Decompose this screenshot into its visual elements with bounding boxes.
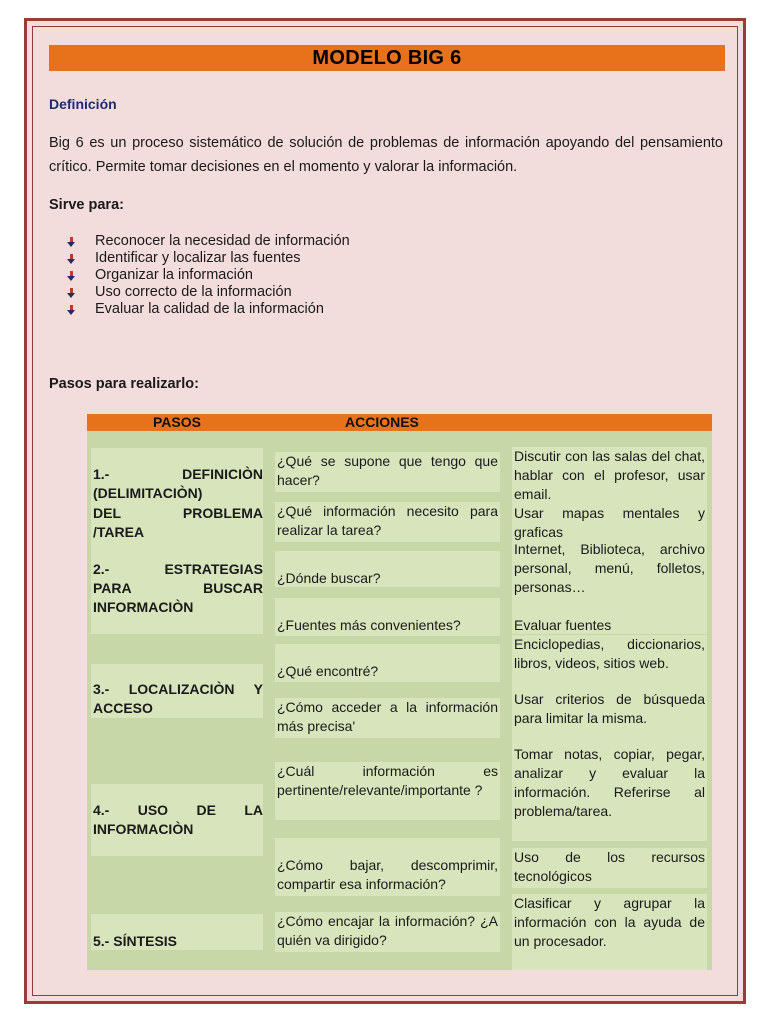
table-header [87,414,712,431]
question-cell: ¿Cuál información es pertinente/relevante/importante ? [275,762,500,820]
step-2-line-2: PARA BUSCAR [93,580,263,596]
list-item: Evaluar la calidad de la información [67,301,350,318]
question-cell: ¿Fuentes más convenientes? [275,598,500,636]
question-cell: ¿Qué información necesito para realizar la tarea? [275,502,500,542]
definition-heading: Definición [49,96,117,112]
action-cell: Usar criterios de búsqueda para limitar la misma. [512,690,707,748]
arrow-down-icon [67,288,77,298]
document-title: MODELO BIG 6 [49,45,725,71]
list-item: Identificar y localizar las fuentes [67,250,350,267]
question-cell: ¿Cómo bajar, descomprimir, compartir esa información? [275,838,500,896]
action-cell: Discutir con las salas del chat, hablar con el profesor, usar email. [512,447,707,505]
arrow-down-icon [67,271,77,281]
arrow-down-icon [67,305,77,315]
step-1-line-1: 1.- DEFINICIÒN [93,466,263,482]
question-cell: ¿Cómo encajar la información? ¿A quién va dirigido? [275,912,500,952]
step-2-line-1: 2.- ESTRATEGIAS [93,561,263,577]
question-cell: ¿Cómo acceder a la información más precisa' [275,698,500,738]
step-4-line-2: INFORMACIÒN [93,821,194,837]
step-1-line-4: /TAREA [93,524,145,540]
list-item: Organizar la información [67,267,350,284]
question-cell: ¿Qué encontré? [275,644,500,682]
step-3-line-2: ACCESO [93,700,153,716]
column-header-acciones: ACCIONES [345,414,419,430]
step-1-line-3: DEL PROBLEMA [93,505,263,521]
step-1-line-2: (DELIMITACIÒN) [93,485,203,501]
step-5-line-1: 5.- SÍNTESIS [93,933,178,949]
steps-heading: Pasos para realizarlo: [49,376,199,392]
question-cell: ¿Qué se supone que tengo que hacer? [275,452,500,492]
action-cell: Evaluar fuentes [512,598,707,634]
step-2-line-3: INFORMACIÒN [93,599,194,615]
column-header-pasos: PASOS [153,414,201,430]
uses-heading: Sirve para: [49,197,124,213]
action-cell: Internet, Biblioteca, archivo personal, menú, folletos, personas… [512,540,707,598]
action-cell: Clasificar y agrupar la información con la ayuda de un procesador. [512,894,707,970]
action-cell: Uso de los recursos tecnológicos [512,848,707,888]
steps-table [87,414,712,970]
uses-list [67,233,350,318]
action-cell: Enciclopedias, diccionarios, libros, videos, sitios web. [512,635,707,693]
arrow-down-icon [67,254,77,264]
page-border [24,18,746,1004]
action-cell: Usar mapas mentales y graficas [512,504,707,544]
list-item: Reconocer la necesidad de información [67,233,350,250]
arrow-down-icon [67,237,77,247]
definition-text: Big 6 es un proceso sistemático de solución de problemas de información apoyando del pensamiento crítico. Permite tomar decisiones en el momento y valorar la información. [49,135,723,175]
list-item: Uso correcto de la información [67,284,350,301]
action-cell: Tomar notas, copiar, pegar, analizar y evaluar la información. Referirse al problema/tarea. [512,745,707,841]
step-3-line-1: 3.- LOCALIZACIÒN Y [93,681,263,697]
step-4-line-1: 4.- USO DE LA [93,802,263,818]
question-cell: ¿Dónde buscar? [275,551,500,587]
